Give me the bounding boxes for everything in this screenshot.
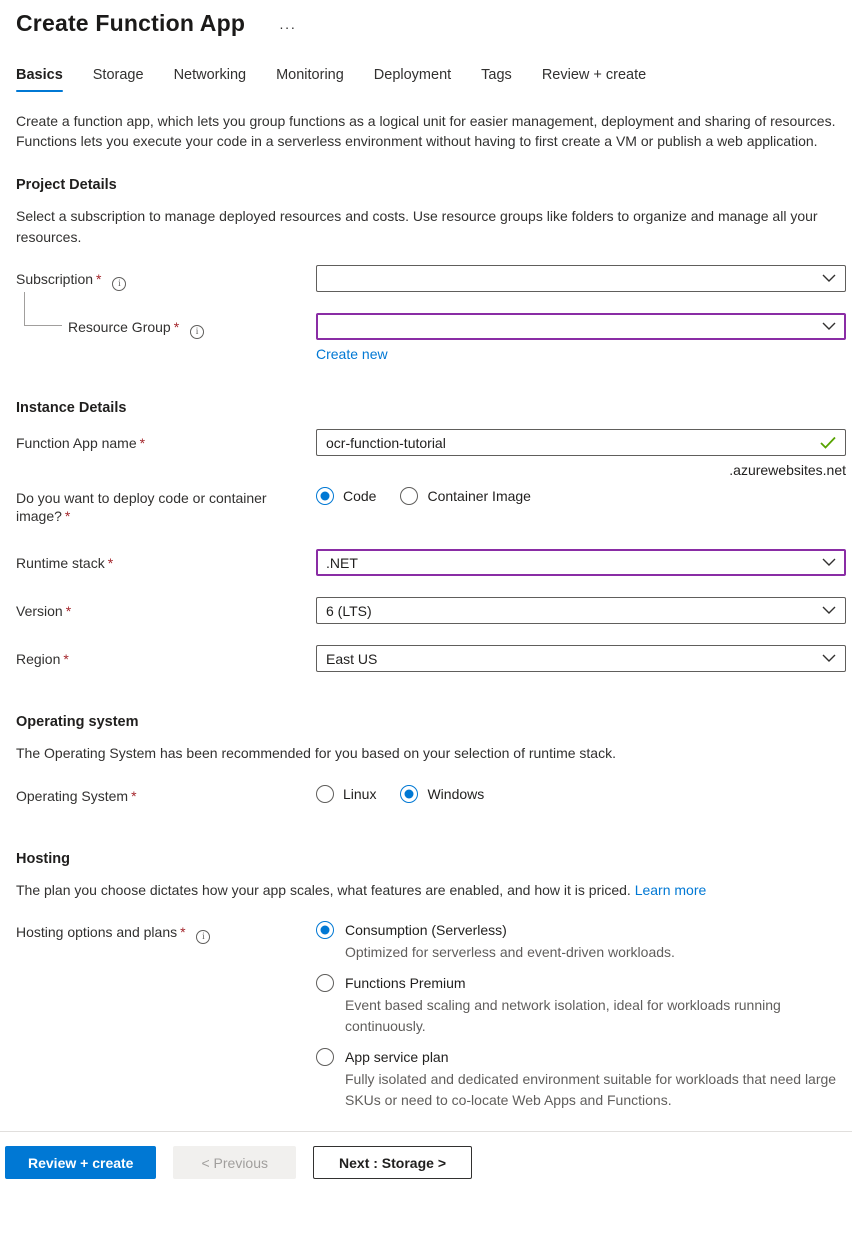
next-storage-button[interactable]: Next : Storage > [313, 1146, 472, 1179]
hosting-plan-radio-group [316, 918, 846, 1111]
runtime-stack-label-group [16, 549, 316, 572]
function-app-name-input-wrap [316, 429, 846, 456]
wizard-footer [0, 1131, 852, 1179]
valid-check-icon [820, 436, 836, 449]
radio-code[interactable] [316, 487, 376, 505]
more-options-icon[interactable]: ··· [279, 18, 297, 35]
radio-windows[interactable] [400, 785, 484, 803]
runtime-stack-value: .NET [326, 554, 358, 571]
chevron-down-icon [822, 558, 836, 567]
hosting-option-consumption [316, 921, 846, 963]
spacer [16, 362, 846, 400]
learn-more-link[interactable]: Learn more [634, 881, 707, 898]
required-asterisk: * [139, 435, 146, 451]
required-asterisk: * [107, 555, 114, 571]
tab-bar [16, 67, 846, 92]
section-heading-project-details: Project Details [16, 177, 117, 193]
section-heading-hosting: Hosting [16, 850, 70, 867]
version-label: Version [16, 603, 63, 619]
app-service-plan-description: Fully isolated and dedicated environment suitable for workloads that need large SKUs or need to co-locate Web Apps and Functions. [345, 1071, 837, 1108]
radio-container-image[interactable] [400, 487, 531, 505]
version-row [16, 597, 846, 624]
functions-premium-description: Event based scaling and network isolation, ideal for workloads running continuously. [345, 997, 781, 1034]
radio-selected-icon [316, 921, 334, 939]
version-dropdown[interactable] [316, 597, 846, 624]
project-details-description: Select a subscription to manage deployed resources and costs. Use resource groups like folders to organize and manage all your resources. [16, 208, 818, 245]
spacer [16, 672, 846, 714]
section-heading-instance-details: Instance Details [16, 400, 127, 416]
radio-selected-icon [400, 785, 418, 803]
page-header [16, 10, 846, 37]
tab-review-create[interactable]: Review + create [541, 67, 647, 83]
radio-unselected-icon [316, 1048, 334, 1066]
intro-text: Create a function app, which lets you group functions as a logical unit for easier management, deployment and sharing of resources. Functions lets you execute your code in a serverless environment without having to first create a VM or publish a web application. [16, 113, 836, 149]
subscription-dropdown[interactable] [316, 265, 846, 292]
function-app-name-label: Function App name [16, 435, 137, 451]
required-asterisk: * [180, 924, 186, 940]
region-value: East US [326, 650, 378, 667]
create-new-link[interactable]: Create new [316, 346, 388, 362]
operating-system-radio-group [316, 782, 846, 803]
radio-app-service-plan[interactable] [316, 1048, 846, 1066]
runtime-stack-label: Runtime stack [16, 555, 105, 571]
operating-system-description: The Operating System has been recommended for you based on your selection of runtime stack. [16, 745, 616, 761]
tab-networking[interactable]: Networking [173, 67, 247, 83]
chevron-down-icon [822, 606, 836, 615]
page-title: Create Function App [16, 10, 246, 36]
info-icon[interactable]: i [190, 325, 204, 339]
required-asterisk: * [63, 651, 69, 667]
tab-monitoring[interactable]: Monitoring [276, 67, 344, 83]
hosting-options-row [16, 918, 846, 1111]
review-create-button[interactable]: Review + create [5, 1146, 156, 1179]
operating-system-label: Operating System [16, 787, 129, 804]
hosting-option-functions-premium [316, 974, 846, 1037]
subscription-group [16, 265, 846, 362]
region-dropdown[interactable] [316, 645, 846, 672]
tab-deployment[interactable]: Deployment [373, 67, 452, 83]
radio-windows-label: Windows [427, 785, 485, 802]
previous-button[interactable]: < Previous [173, 1146, 296, 1179]
chevron-down-icon [822, 654, 836, 663]
radio-code-label: Code [343, 488, 377, 504]
consumption-description: Optimized for serverless and event-driven workloads. [345, 944, 675, 960]
tab-tags[interactable]: Tags [481, 67, 512, 83]
radio-container-image-label: Container Image [427, 488, 531, 504]
radio-unselected-icon [400, 487, 418, 505]
hosting-option-app-service-plan [316, 1048, 846, 1111]
function-app-name-label-group [16, 429, 316, 452]
deploy-mode-label-group [16, 484, 316, 525]
deploy-mode-label: Do you want to deploy code or container image? [16, 490, 267, 524]
chevron-down-icon [822, 274, 836, 283]
radio-linux-label: Linux [343, 785, 377, 802]
deploy-mode-row [16, 484, 846, 525]
radio-unselected-icon [316, 785, 334, 803]
info-icon[interactable]: i [112, 277, 126, 291]
region-label-group [16, 645, 316, 668]
version-label-group [16, 597, 316, 620]
hosting-description-text: The plan you choose dictates how your app scales, what features are enabled, and how it is priced. [16, 881, 631, 898]
resource-group-row [16, 313, 846, 362]
operating-system-label-group [16, 782, 316, 805]
info-icon[interactable]: i [196, 930, 210, 944]
resource-group-label: Resource Group [68, 319, 171, 335]
deploy-mode-radio-group [316, 484, 846, 505]
section-heading-operating-system: Operating system [16, 714, 139, 730]
radio-consumption[interactable] [316, 921, 846, 939]
region-row [16, 645, 846, 672]
resource-group-dropdown[interactable] [316, 313, 846, 340]
subscription-label: Subscription [16, 271, 94, 287]
chevron-down-icon [822, 322, 836, 331]
radio-consumption-label: Consumption (Serverless) [345, 922, 507, 938]
radio-unselected-icon [316, 974, 334, 992]
hosting-options-label: Hosting options and plans [16, 924, 178, 940]
function-app-name-input[interactable] [326, 430, 812, 455]
subscription-label-group [16, 265, 316, 291]
function-app-name-row [16, 429, 846, 478]
required-asterisk: * [64, 508, 71, 524]
runtime-stack-dropdown[interactable] [316, 549, 846, 576]
radio-app-service-plan-label: App service plan [345, 1049, 449, 1065]
radio-linux[interactable] [316, 785, 376, 803]
required-asterisk: * [131, 787, 137, 804]
radio-selected-icon [316, 487, 334, 505]
version-value: 6 (LTS) [326, 602, 372, 619]
hosting-options-label-group [16, 918, 316, 944]
subscription-row [16, 265, 846, 292]
tab-storage[interactable]: Storage [92, 67, 144, 83]
resource-group-connector-line [24, 292, 62, 326]
required-asterisk: * [173, 319, 180, 335]
spacer [16, 805, 846, 851]
hosting-description [16, 880, 846, 901]
radio-functions-premium[interactable] [316, 974, 846, 992]
region-label: Region [16, 651, 61, 667]
required-asterisk: * [65, 603, 72, 619]
operating-system-row [16, 782, 846, 805]
radio-functions-premium-label: Functions Premium [345, 975, 466, 991]
tab-basics[interactable]: Basics [16, 67, 63, 92]
runtime-stack-row [16, 549, 846, 576]
required-asterisk: * [96, 271, 102, 287]
domain-suffix: .azurewebsites.net [729, 462, 846, 478]
